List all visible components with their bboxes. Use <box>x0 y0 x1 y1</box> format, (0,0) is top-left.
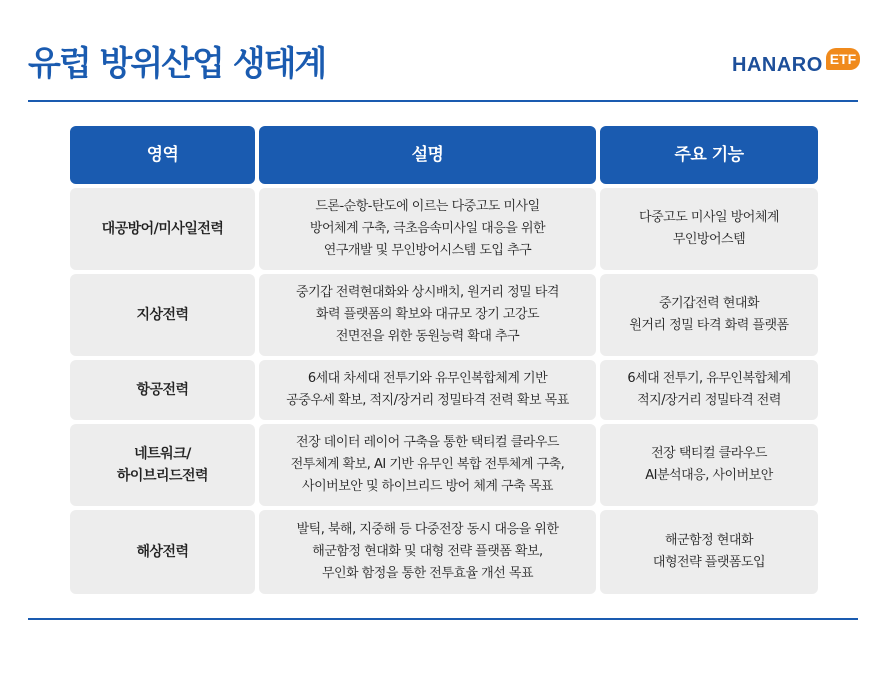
logo-text: HANARO <box>732 54 823 76</box>
header-area: 영역 <box>70 126 255 184</box>
header-functions: 주요 기능 <box>600 126 818 184</box>
row-description-ground: 중기갑 전력현대화와 상시배치, 원거리 정밀 타격 화력 플랫폼의 확보와 대규모 장기 고강도 전면전을 위한 동원능력 확대 추구 <box>259 274 596 356</box>
row-description-air-defense: 드론-순항-탄도에 이르는 다중고도 미사일 방어체계 구축, 극초음속미사일 대응을 위한 연구개발 및 무인방어시스템 도입 추구 <box>259 188 596 270</box>
page-title: 유럽 방위산업 생태계 <box>28 44 326 84</box>
row-area-ground: 지상전력 <box>70 274 255 356</box>
row-description-network: 전장 데이터 레이어 구축을 통한 택티컬 클라우드 전투체계 확보, AI 기반 유무인 복합 전투체계 구축, 사이버보안 및 하이브리드 방어 체계 구축 목표 <box>259 424 596 506</box>
logo-badge: ETF <box>826 48 860 70</box>
row-functions-ground: 중기갑전력 현대화 원거리 정밀 타격 화력 플랫폼 <box>600 274 818 356</box>
header-description: 설명 <box>259 126 596 184</box>
top-divider <box>28 100 858 102</box>
row-functions-air-defense: 다중고도 미사일 방어체계 무인방어스템 <box>600 188 818 270</box>
row-description-naval: 발틱, 북해, 지중해 등 다중전장 동시 대응을 위한 해군함정 현대화 및 대형 전략 플랫폼 확보, 무인화 함정을 통한 전투효율 개선 목표 <box>259 510 596 594</box>
row-area-air: 항공전력 <box>70 360 255 420</box>
row-area-air-defense: 대공방어/미사일전력 <box>70 188 255 270</box>
row-functions-air: 6세대 전투기, 유무인복합체계 적지/장거리 정밀타격 전력 <box>600 360 818 420</box>
row-area-naval: 해상전력 <box>70 510 255 594</box>
row-functions-network: 전장 택티컬 클라우드 AI분석대응, 사이버보안 <box>600 424 818 506</box>
bottom-divider <box>28 618 858 620</box>
defense-ecosystem-table <box>70 126 818 594</box>
row-description-air: 6세대 차세대 전투기와 유무인복합체계 기반 공중우세 확보, 적지/장거리 정밀타격 전력 확보 목표 <box>259 360 596 420</box>
row-area-network: 네트워크/ 하이브리드전력 <box>70 424 255 506</box>
row-functions-naval: 해군함정 현대화 대형전략 플랫폼도입 <box>600 510 818 594</box>
